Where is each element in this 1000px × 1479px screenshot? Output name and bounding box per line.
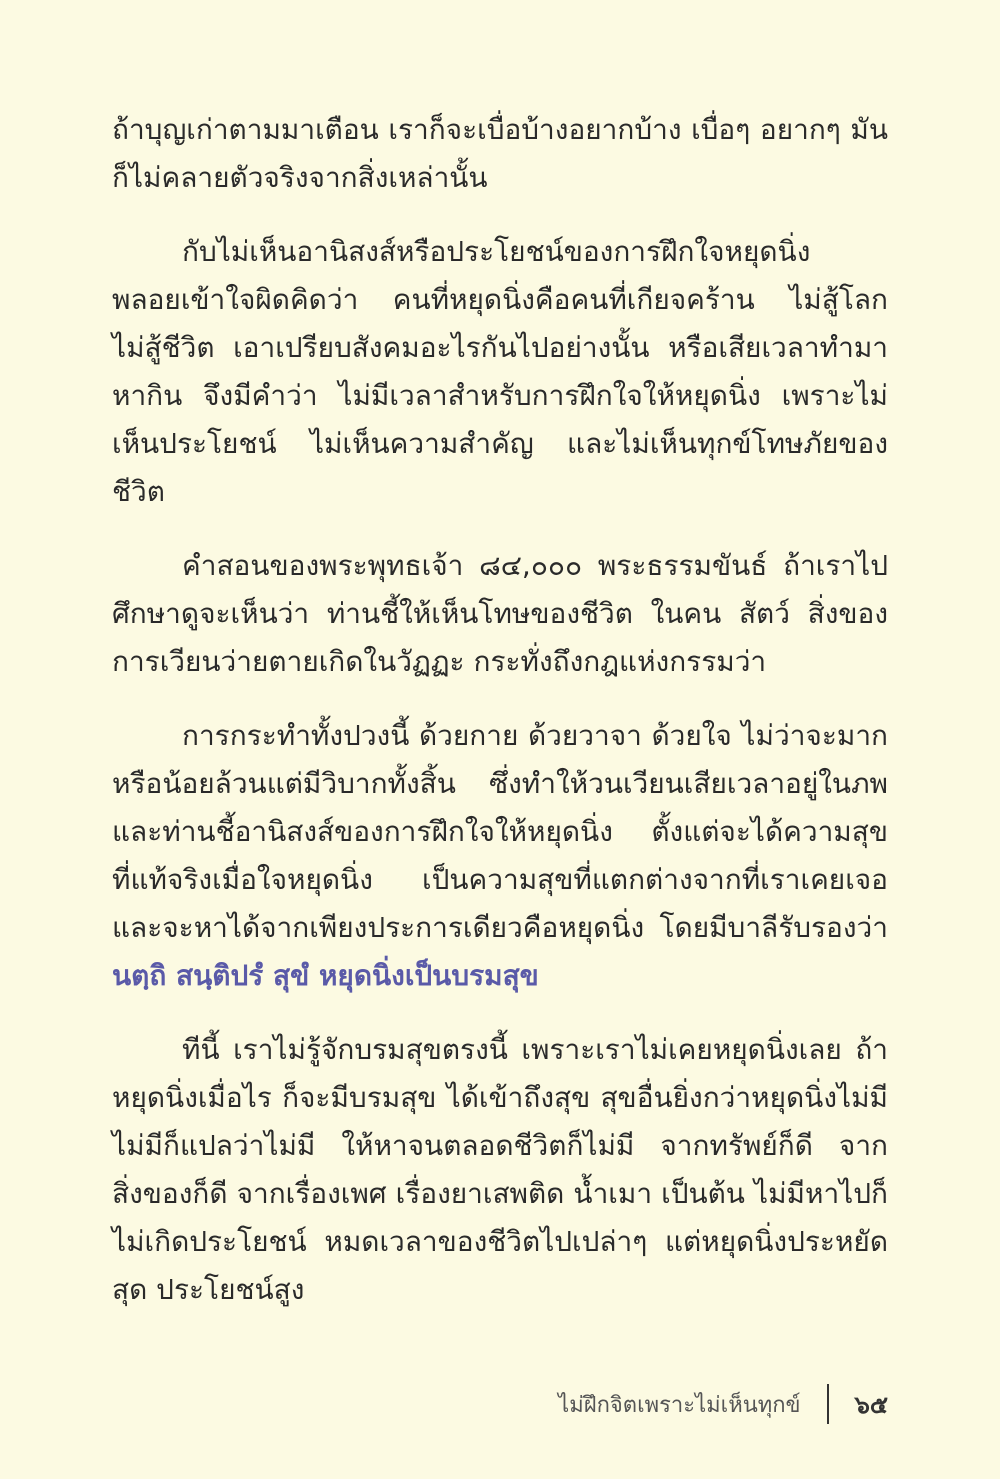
paragraph-4-text: การกระทำทั้งปวงนี้ ด้วยกาย ด้วยวาจา ด้วยใจ ไม่ว่าจะมากหรือน้อยล้วนแต่มีวิบากทั้งสิ้น ซึ่งทำให้วนเวียนเสียเวลาอยู่ในภพ และท่านชี้อานิสงส์ของการฝึกใจให้หยุดนิ่ง ตั้งแต่จะได้ความสุขที่แท้จริงเมื่อใจหยุดนิ่ง เป็นความสุขที่แตกต่างจากที่เราเคยเจอ และจะหาได้จากเพียงประการเดียวคือหยุดนิ่ง โดยมีบาลีรับรองว่า [112, 719, 888, 944]
paragraph-5: ทีนี้ เราไม่รู้จักบรมสุขตรงนี้ เพราะเราไม่เคยหยุดนิ่งเลย ถ้าหยุดนิ่งเมื่อไร ก็จะมีบรมสุข ได้เข้าถึงสุข สุขอื่นยิ่งกว่าหยุดนิ่งไม่มี ไม่มีก็แปลว่าไม่มี ให้หาจนตลอดชีวิตก็ไม่มี จากทรัพย์ก็ดี จากสิ่งของก็ดี จากเรื่องเพศ เรื่องยาเสพติด น้ำเมา เป็นต้น ไม่มีหาไปก็ไม่เกิดประโยชน์ หมดเวลาของชีวิตไปเปล่าๆ แต่หยุดนิ่งประหยัดสุด ประโยชน์สูง [112, 1033, 888, 1306]
page-footer [558, 1382, 888, 1426]
paragraph-3: คำสอนของพระพุทธเจ้า ๘๔,๐๐๐ พระธรรมขันธ์ ถ้าเราไปศึกษาดูจะเห็นว่า ท่านชี้ให้เห็นโทษของชีวิต ในคน สัตว์ สิ่งของ การเวียนว่ายตายเกิดในวัฏฏะ กระทั่งถึงกฎแห่งกรรมว่า [112, 549, 888, 678]
pali-quote: นตฺถิ สนฺติปรํ สุขํ หยุดนิ่งเป็นบรมสุข [112, 959, 539, 992]
paragraph-2: กับไม่เห็นอานิสงส์หรือประโยชน์ของการฝึกใจหยุดนิ่ง พลอยเข้าใจผิดคิดว่า คนที่หยุดนิ่งคือคนที่เกียจคร้าน ไม่สู้โลก ไม่สู้ชีวิต เอาเปรียบสังคมอะไรกันไปอย่างนั้น หรือเสียเวลาทำมาหากิน จึงมีคำว่า ไม่มีเวลาสำหรับการฝึกใจให้หยุดนิ่ง เพราะไม่เห็นประโยชน์ ไม่เห็นความสำคัญ และไม่เห็นทุกข์โทษภัยของชีวิต [112, 235, 888, 508]
page-content [112, 106, 888, 1340]
paragraph-1: ถ้าบุญเก่าตามมาเตือน เราก็จะเบื่อบ้างอยากบ้าง เบื่อๆ อยากๆ มันก็ไม่คลายตัวจริงจากสิ่งเหล่านั้น [112, 113, 888, 194]
paragraph-4 [112, 712, 888, 1000]
footer-divider [827, 1384, 829, 1424]
footer-chapter-title: ไม่ฝึกจิตเพราะไม่เห็นทุกข์ [558, 1392, 801, 1418]
page-number: ๖๕ [854, 1390, 888, 1419]
